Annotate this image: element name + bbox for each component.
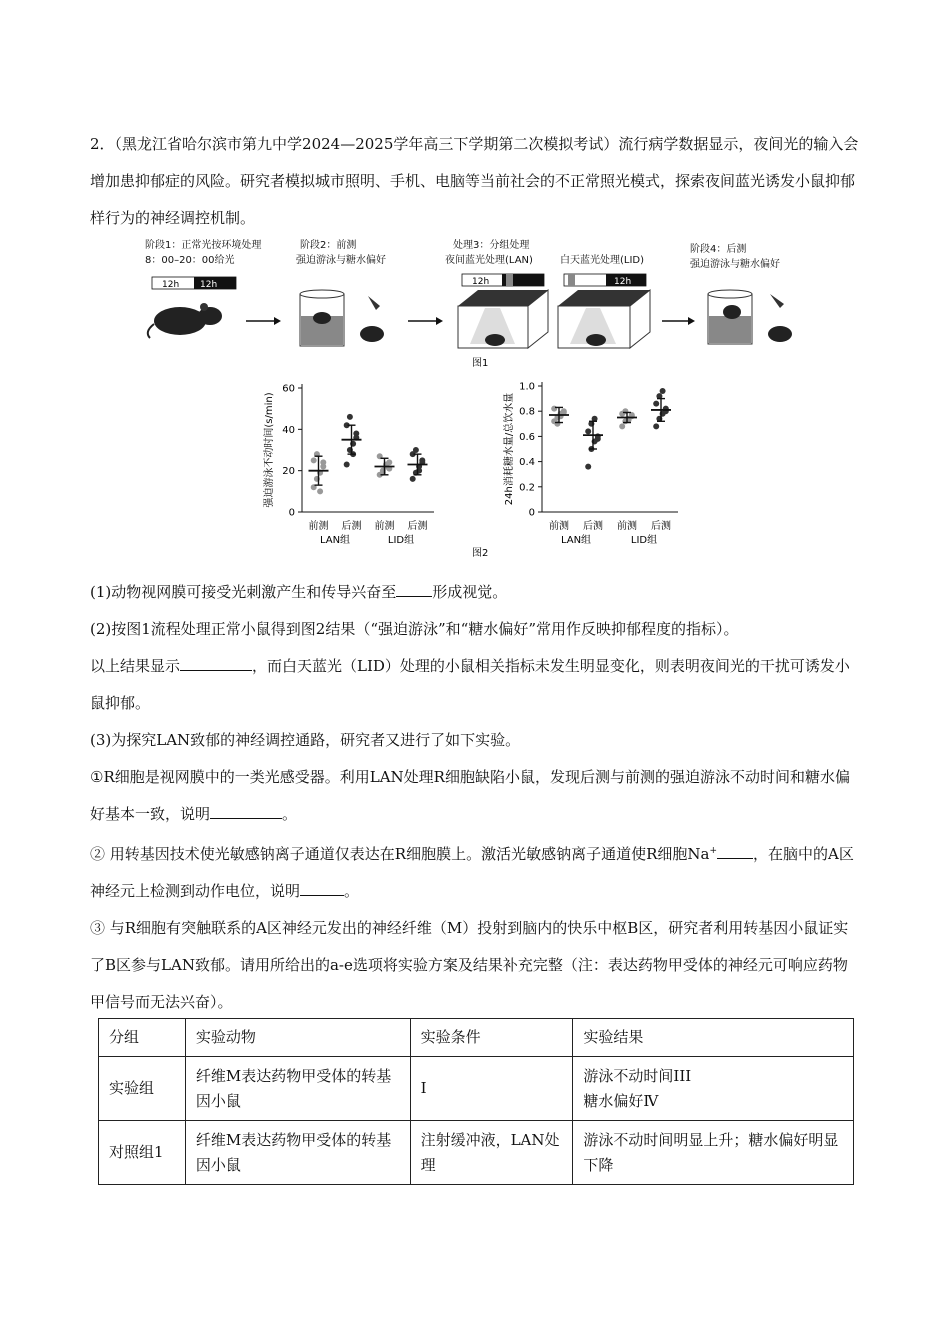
group-label: LAN组 [560,535,592,546]
q3-item2-sup: + [709,846,717,856]
figure-2 [260,376,700,566]
y-tick-label: 0.8 [519,406,535,418]
fig2-caption: 图2 [472,548,489,559]
fig1-stage3-line2: 夜间蓝光处理(LAN) [445,255,533,266]
q1-text-post: 形成视觉。 [432,583,508,601]
fig1-stage1-line1: 阶段1：正常光按环境处理 [145,240,262,251]
q3-item1-text: ①R细胞是视网膜中的一类光感受器。利用LAN处理R细胞缺陷小鼠，发现后测与前测的强迫游泳不动时间和糖水偏好基本一致，说明 [90,768,850,823]
q3-item2-blank-1[interactable] [717,842,753,859]
y-tick-label: 0.4 [519,457,535,469]
question-1 [90,574,862,611]
data-point [317,488,323,494]
q3-intro: (3)为探究LAN致郁的神经调控通路，研究者又进行了如下实验。 [90,731,521,749]
data-point [320,459,326,465]
table-cell-group: 对照组1 [99,1121,186,1185]
result-line-1[interactable]: 游泳不动时间III [583,1066,692,1085]
table-row [99,1057,854,1121]
x-tick-label: 前测 [549,521,569,532]
x-tick-label: 前测 [617,521,637,532]
table-cell-animal: 纤维M表达药物甲受体的转基因小鼠 [185,1121,410,1185]
x-tick-label: 后测 [341,521,362,532]
x-tick-label: 后测 [407,521,428,532]
y-tick-label: 60 [282,383,295,395]
y-tick-label: 0 [528,507,535,519]
question-intro-text: （黑龙江省哈尔滨市第九中学2024—2025学年高三下学期第二次模拟考试）流行病学数据显示，夜间光的输入会增加患抑郁症的风险。研究者模拟城市照明、手机、电脑等当前社会的不正常照光模式，探索夜间蓝光诱发小鼠抑郁样行为的神经调控机制。 [90,135,859,227]
table-row [99,1121,854,1185]
fig1-bar1-12h-a: 12h [162,280,180,290]
table-header-cell: 分组 [99,1019,186,1057]
data-point [347,414,353,420]
fig1-light-bar-stage1 [152,277,236,290]
table-cell-animal: 纤维M表达药物甲受体的转基因小鼠 [185,1057,410,1121]
q3-item2-text-b: ，在脑中的A区神经元上检测到动作电位，说明 [90,845,854,900]
lan-light-box [458,290,548,348]
q3-item2-blank-2[interactable] [300,879,344,896]
table-cell-result: 游泳不动时间明显上升；糖水偏好明显下降 [573,1121,854,1185]
q3-item2-text-c: 。 [344,882,360,900]
swim-beaker-post [708,290,752,344]
mouse-illustration [148,303,222,338]
question-intro [90,126,862,237]
data-point [595,436,601,442]
result-line-2[interactable]: 糖水偏好Ⅳ [583,1091,659,1110]
data-point [660,388,666,394]
x-tick-label: 前测 [308,521,329,532]
fig1-lid-label: 白天蓝光处理(LID) [560,255,645,266]
lid-light-box [558,290,650,348]
fig1-light-bar-lid [564,274,646,287]
arrow-2 [408,317,443,325]
fig1-stage4-line1: 阶段4：后测 [690,244,747,255]
data-point [585,464,591,470]
y-tick-label: 1.0 [519,381,535,393]
fig1-caption: 图1 [472,358,489,369]
question-number: 2． [90,135,115,153]
y-axis-label: 24h消耗糖水量/总饮水量 [504,392,515,506]
experiment-table [98,1018,854,1185]
table-header-cell: 实验动物 [185,1019,410,1057]
q2-line1: (2)按图1流程处理正常小鼠得到图2结果（“强迫游泳”和“糖水偏好”常用作反映抑郁程度的指标）。 [90,620,739,638]
fig1-lan-12h: 12h [472,277,490,287]
data-point [410,476,416,482]
chart-sucrose-preference [502,382,678,547]
water-bottle-mouse-post [768,294,792,342]
data-point [585,428,591,434]
arrow-3 [662,317,695,325]
q1-answer-blank[interactable] [396,580,432,597]
data-point [619,423,625,429]
y-tick-label: 20 [282,466,295,478]
figure-1 [140,236,820,376]
table-cell-condition: 注射缓冲液，LAN处理 [410,1121,573,1185]
swim-beaker [300,290,344,346]
water-bottle-mouse [360,296,384,342]
table-header-cell: 实验结果 [573,1019,854,1057]
fig1-stage1-line2: 8：00–20：00给光 [145,255,235,266]
q3-item1-end: 。 [282,805,298,823]
q3-item3-text: ③ 与R细胞有突触联系的A区神经元发出的神经纤维（M）投射到脑内的快乐中枢B区，研究者利用转基因小鼠证实了B区参与LAN致郁。请用所给出的a-e选项将实验方案及结果补充完整（注：表达药物甲受体的神经元可响应药物甲信号而无法兴奋）。 [90,919,849,1011]
y-tick-label: 40 [282,424,295,436]
fig1-bar1-12h-b: 12h [200,280,218,290]
data-point [344,461,350,467]
q1-text-pre: (1)动物视网膜可接受光刺激产生和传导兴奋至 [90,583,397,601]
table-cell-result [573,1057,854,1121]
q2-text-pre: 以上结果显示 [90,657,181,675]
x-tick-label: 后测 [583,521,603,532]
q3-item2-text-a: ② 用转基因技术使光敏感钠离子通道仅表达在R细胞膜上。激活光敏感钠离子通道使R细胞Na [90,845,710,863]
y-tick-label: 0.2 [519,482,535,494]
data-point [653,401,659,407]
fig1-lid-12h: 12h [614,277,632,287]
group-label: LID组 [387,535,415,546]
data-point [413,447,419,453]
chart-forced-swim [262,384,434,547]
q2-text-post: ，而白天蓝光（LID）处理的小鼠相关指标未发生明显变化，则表明夜间光的干扰可诱发小鼠抑郁。 [90,657,850,712]
x-tick-label: 后测 [651,521,671,532]
fig1-stage3-line1: 处理3：分组处理 [453,240,530,251]
x-tick-label: 前测 [374,521,395,532]
table-cell-condition[interactable]: I [410,1057,573,1121]
y-tick-label: 0.6 [519,431,535,443]
group-label: LAN组 [319,535,351,546]
question-2 [90,611,862,722]
arrow-1 [246,317,281,325]
data-point [653,423,659,429]
fig1-stage4-line2: 强迫游泳与糖水偏好 [690,259,780,270]
question-3 [90,722,862,1021]
q3-item1-blank[interactable] [210,802,282,819]
fig1-stage2-line1: 阶段2：前测 [300,240,357,251]
q2-answer-blank[interactable] [180,654,252,671]
table-cell-group: 实验组 [99,1057,186,1121]
table-header-row [99,1019,854,1057]
table-header-cell: 实验条件 [410,1019,573,1057]
group-label: LID组 [630,535,658,546]
data-point [311,457,317,463]
y-tick-label: 0 [288,507,295,519]
fig1-stage2-line2: 强迫游泳与糖水偏好 [296,255,386,266]
data-point [551,406,557,412]
fig1-light-bar-lan [462,274,544,287]
y-axis-label: 强迫游泳不动时间(s/min) [264,392,275,508]
